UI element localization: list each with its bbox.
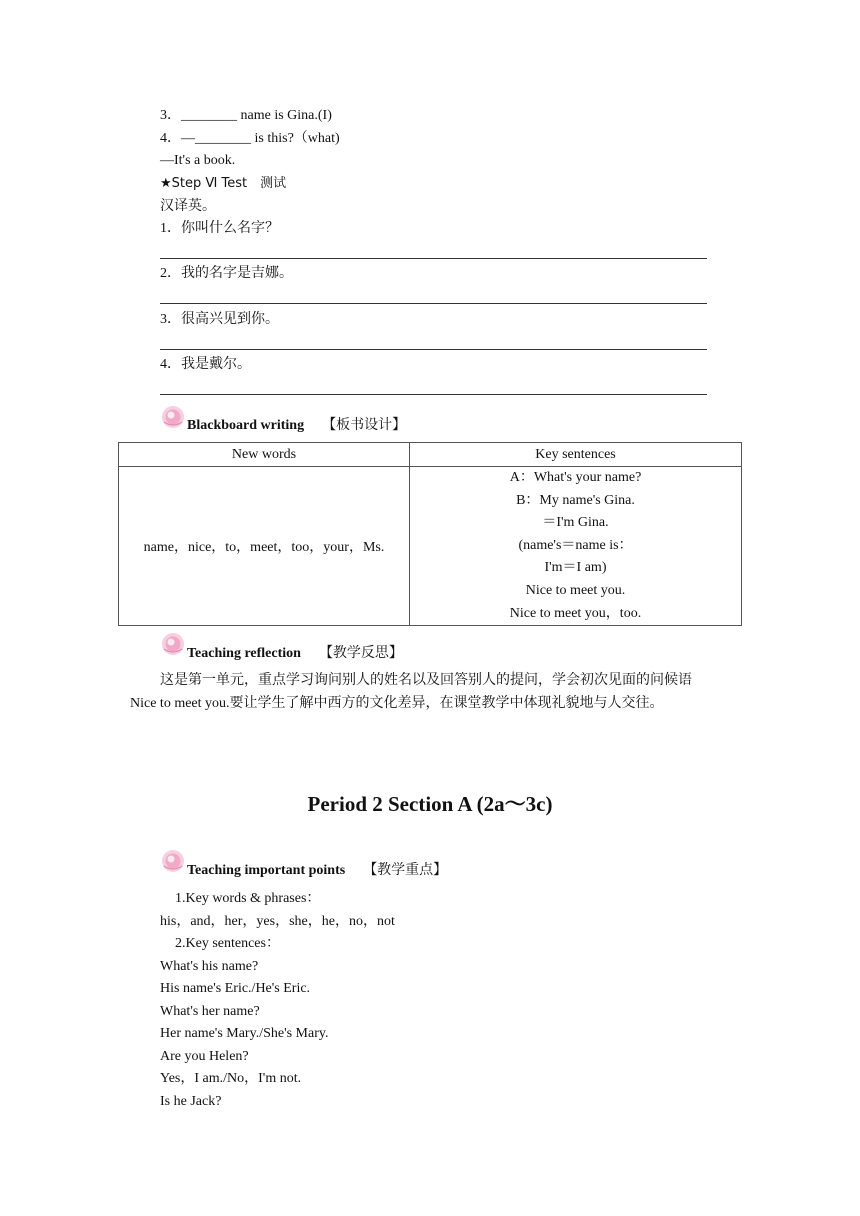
important-line: What's his name?	[160, 959, 259, 974]
step-6-heading: ★Step Ⅵ Test 测试	[160, 176, 287, 191]
answer-line-4	[160, 394, 707, 395]
important-line: Her name's Mary./She's Mary.	[160, 1026, 329, 1041]
important-line: Is he Jack?	[160, 1094, 222, 1109]
key-sentence-line: ＝I'm Gina.	[542, 515, 609, 531]
step-6-item-4: 4．我是戴尔。	[160, 357, 251, 372]
reflection-heading	[187, 645, 403, 663]
key-sentence-line: Nice to meet you，too.	[509, 605, 642, 621]
table-header-new-words: New words	[119, 443, 410, 467]
step-6-instruction: 汉译英。	[160, 199, 216, 214]
important-line: 1.Key words & phrases：	[175, 891, 321, 906]
answer-line-1	[160, 258, 707, 259]
reflection-text-line-1: 这是第一单元，重点学习询问别人的姓名以及回答别人的提问，学会初次见面的问候语	[160, 673, 692, 688]
exercise-line-4: 4．—________ is this?（what)	[160, 131, 340, 146]
important-line: What's her name?	[160, 1004, 260, 1019]
new-words-cell: name，nice，to，meet，too，your，Ms.	[119, 467, 410, 626]
blackboard-table	[118, 442, 742, 626]
step-6-item-3: 3．很高兴见到你。	[160, 312, 279, 327]
key-sentence-line: (name's＝name is：	[518, 537, 633, 553]
important-line: His name's Eric./He's Eric.	[160, 981, 311, 996]
important-line: 2.Key sentences：	[175, 936, 280, 951]
reflection-title-en: Teaching reflection	[187, 646, 301, 661]
key-sentence-line: Nice to meet you.	[525, 582, 626, 598]
blackboard-title-en: Blackboard writing	[187, 418, 305, 433]
key-sentence-line: I'm＝I am)	[544, 560, 607, 576]
flower-icon	[160, 631, 186, 657]
important-title-cn: 【教学重点】	[363, 863, 448, 878]
exercise-line-3: 3．________ name is Gina.(I)	[160, 108, 332, 123]
important-line: Yes，I am./No，I'm not.	[160, 1071, 302, 1086]
table-header-key-sentences: Key sentences	[410, 443, 742, 467]
reflection-text-line-2: Nice to meet you.要让学生了解中西方的文化差异，在课堂教学中体现礼貌地与人交往。	[130, 696, 664, 711]
flower-icon	[160, 848, 186, 874]
important-line: his，and，her，yes，she，he，no，not	[160, 914, 395, 929]
flower-icon	[160, 404, 186, 430]
key-sentences-cell	[410, 467, 742, 626]
exercise-line-4-answer: —It's a book.	[160, 153, 236, 168]
period-title: Period 2 Section A (2a～3c)	[307, 792, 553, 816]
important-title-en: Teaching important points	[187, 863, 346, 878]
reflection-title-cn: 【教学反思】	[318, 646, 403, 661]
answer-line-2	[160, 303, 707, 304]
blackboard-heading	[187, 417, 406, 435]
key-sentence-line: A：What's your name?	[509, 470, 642, 485]
important-heading	[187, 862, 447, 880]
important-line: Are you Helen?	[160, 1049, 249, 1064]
step-6-item-1: 1．你叫什么名字？	[160, 221, 279, 236]
key-sentence-line: B：My name's Gina.	[516, 492, 635, 508]
step-6-item-2: 2．我的名字是吉娜。	[160, 266, 293, 281]
answer-line-3	[160, 349, 707, 350]
blackboard-title-cn: 【板书设计】	[322, 418, 407, 433]
